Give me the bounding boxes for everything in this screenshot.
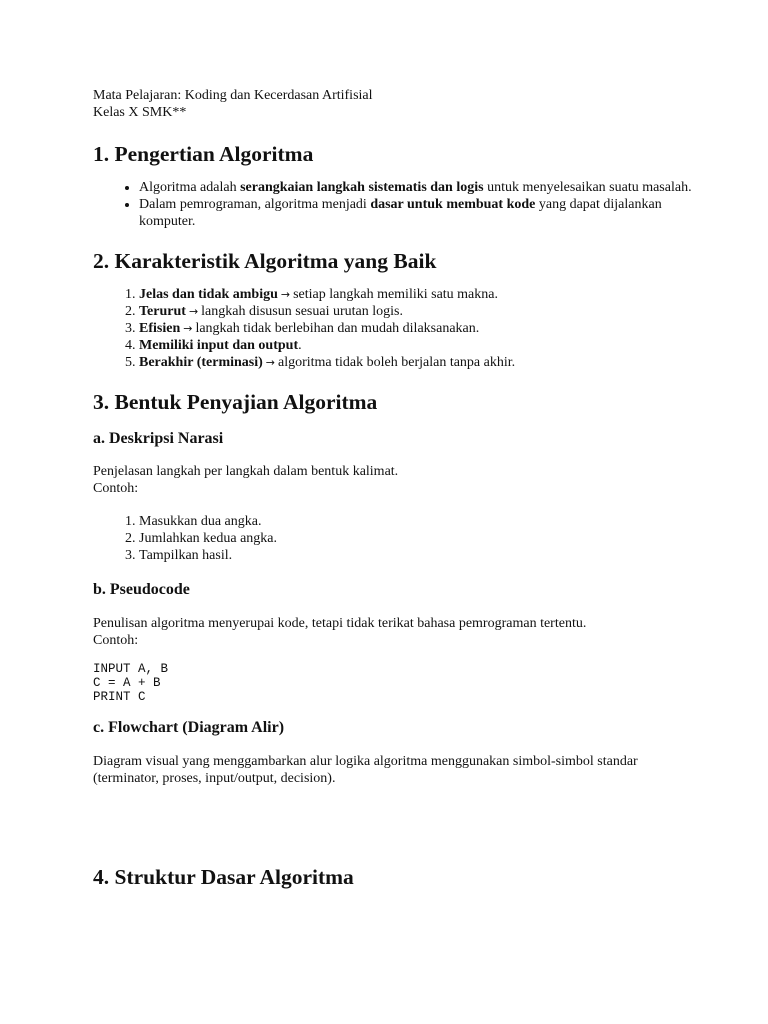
- right-arrow-icon: →: [265, 356, 275, 369]
- subsection-c-heading: c. Flowchart (Diagram Alir): [93, 719, 285, 736]
- subject-line: Mata Pelajaran: Koding dan Kecerdasan Artifisial: [93, 88, 373, 103]
- bold-term: Efisien: [139, 321, 181, 336]
- right-arrow-icon: →: [188, 305, 199, 318]
- bold-term: Berakhir (terminasi): [139, 355, 263, 370]
- code-line: INPUT A, B: [93, 662, 169, 676]
- code-line: C = A + B: [93, 676, 161, 690]
- section-2-numbered-list: [93, 286, 693, 371]
- right-arrow-icon: →: [280, 288, 291, 301]
- bold-phrase: dasar untuk membuat kode: [370, 197, 536, 212]
- bold-term: Jelas dan tidak ambigu: [139, 287, 278, 302]
- list-item: 3. Efisien → langkah tidak berlebihan dan mudah dilaksanakan.: [139, 320, 693, 337]
- list-item: 4. Memiliki input dan output.: [139, 337, 693, 354]
- example-label: Contoh:: [93, 633, 139, 648]
- class-line: Kelas X SMK**: [93, 105, 187, 120]
- list-item: 3. Tampilkan hasil.: [139, 547, 693, 564]
- right-arrow-icon: →: [183, 322, 193, 335]
- subsection-c-description: Diagram visual yang menggambarkan alur logika algoritma menggunakan simbol-simbol standar (terminator, proses, input/output, decision).: [93, 754, 638, 786]
- list-item: 2. Terurut → langkah disusun sesuai urutan logis.: [139, 303, 693, 320]
- subsection-b-description: Penulisan algoritma menyerupai kode, tetapi tidak terikat bahasa pemrograman tertentu.: [93, 616, 587, 631]
- subsection-a-description: Penjelasan langkah per langkah dalam bentuk kalimat.: [93, 464, 399, 479]
- bold-term: Memiliki input dan output: [139, 338, 299, 353]
- subsection-b-heading: b. Pseudocode: [93, 581, 190, 598]
- list-item: 5. Berakhir (terminasi) → algoritma tidak boleh berjalan tanpa akhir.: [139, 354, 693, 371]
- list-item: 1. Masukkan dua angka.: [139, 513, 693, 530]
- bold-phrase: serangkaian langkah sistematis dan logis: [240, 180, 484, 195]
- bullet-item: • Dalam pemrograman, algoritma menjadi dasar untuk membuat kode yang dapat dijalankan komputer.: [139, 196, 693, 230]
- bullet-item: • Algoritma adalah serangkaian langkah sistematis dan logis untuk menyelesaikan suatu masalah.: [139, 179, 693, 196]
- pseudocode-block: [93, 662, 693, 704]
- document-page: [93, 87, 693, 890]
- code-line: PRINT C: [93, 690, 146, 704]
- section-4-heading: 4. Struktur Dasar Algoritma: [93, 865, 354, 889]
- section-2-heading: 2. Karakteristik Algoritma yang Baik: [93, 249, 437, 273]
- subsection-a-heading: a. Deskripsi Narasi: [93, 430, 224, 447]
- list-item: 2. Jumlahkan kedua angka.: [139, 530, 693, 547]
- example-label: Contoh:: [93, 481, 139, 496]
- section-1-bullet-list: [93, 179, 693, 230]
- section-3-heading: 3. Bentuk Penyajian Algoritma: [93, 390, 378, 414]
- narrative-steps-list: [93, 513, 693, 564]
- document-meta: [93, 87, 693, 121]
- section-1-heading: 1. Pengertian Algoritma: [93, 142, 314, 166]
- bold-term: Terurut: [139, 304, 186, 319]
- list-item: 1. Jelas dan tidak ambigu → setiap langkah memiliki satu makna.: [139, 286, 693, 303]
